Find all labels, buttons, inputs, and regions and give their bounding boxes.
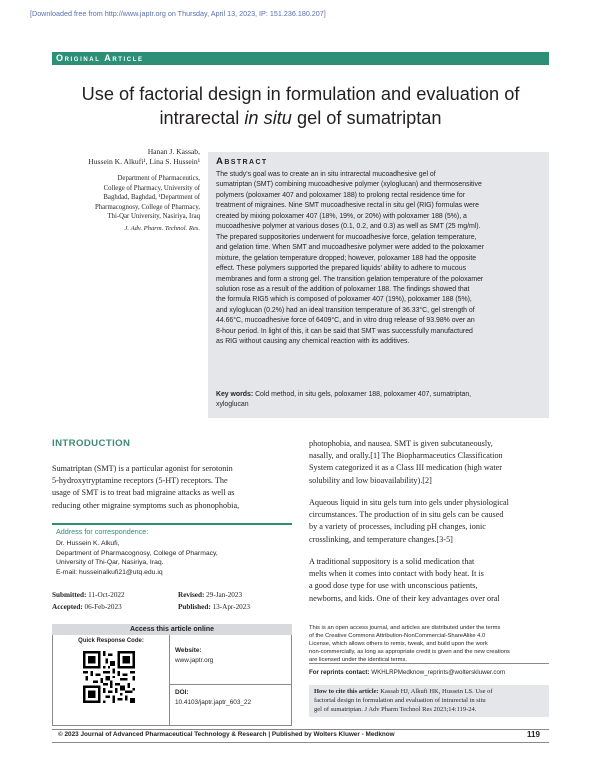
website-link[interactable]: www.japtr.org: [175, 656, 214, 664]
body-line: System categorized it as a Class III medication (high water: [309, 463, 503, 473]
affiliation-line: Department of Pharmaceutics,: [117, 175, 200, 182]
citation-line-1: [314, 687, 546, 696]
abstract-line: the formula RIG5 which is composed of poloxamer 407 (19%), poloxamer 188 (5%),: [216, 296, 472, 304]
body-line: 5-hydroxytryptamine receptors (5-HT) receptors. The: [52, 476, 228, 486]
page-number: 119: [527, 730, 540, 739]
correspondence-line: University of Thi-Qar, Nasiriya, Iraq.: [56, 559, 164, 567]
abstract-line: mixture, the gelation temperature dropped; however, poloxamer 188 had the opposite: [216, 254, 477, 262]
abstract-line: created by mixing poloxamer 407 (18%, 19%, or 20%) with poloxamer 188 (5%), a: [216, 212, 467, 220]
citation-line: gel of sumatriptan. J Adv Pharm Technol Res 2023;14:119-24.: [314, 706, 477, 714]
accepted-date: [52, 603, 122, 611]
submitted-date: [52, 591, 125, 599]
affiliation: [52, 174, 200, 222]
doi-cell: [175, 688, 251, 707]
reprints-label: For reprints contact:: [309, 669, 370, 676]
license-divider: [309, 663, 549, 664]
article-type-banner: [52, 52, 549, 65]
introduction-paragraph-4: [309, 556, 549, 605]
doi-link[interactable]: 10.4103/japtr.japtr_603_22: [175, 698, 252, 706]
abstract-heading: Abstract: [216, 156, 268, 167]
footer-divider-bottom: [52, 742, 549, 743]
abstract-line: sumatriptan (SMT) combining mucoadhesive polymer (xyloglucan) and thermosensitive: [216, 181, 482, 189]
abstract-line: treatment of migraines. Nine SMT mucoadhesive rectal in situ gel (RIG) formulas were: [216, 202, 479, 210]
doi-label: DOI:: [175, 689, 189, 696]
published-value: 13-Apr-2023: [212, 603, 250, 611]
introduction-heading: INTRODUCTION: [52, 438, 131, 449]
keywords-line-2: xyloglucan: [216, 401, 249, 409]
license-line: are licensed under the identical terms.: [309, 657, 407, 664]
keywords-label: Key words:: [216, 391, 254, 398]
citation-line: factorial design in formulation and evaluation of intrarectal in situ: [314, 697, 486, 705]
abstract-line: and gelation time. When SMT and mucoadhesive polymer were added to the poloxamer: [216, 244, 484, 252]
title-italic: in situ: [244, 108, 292, 128]
abstract-line: The prepared suppositories underwent for mucoadhesive force, gelation temperature,: [216, 233, 477, 241]
abstract-line: solution rose as a result of the addition of poloxamer 188. The findings showed that: [216, 285, 470, 293]
abstract-line: The study's goal was to create an in situ intrarectal mucoadhesive gel of: [216, 171, 436, 178]
keywords: [216, 390, 543, 411]
article-type-label: Original Article: [56, 53, 144, 63]
body-line: A traditional suppository is a solid medication that: [309, 557, 475, 566]
website-cell: [175, 646, 213, 665]
abstract-line: 44.66°C, mucoadhesive force of 6409°C, and in vitro drug release of 93.98% over an: [216, 317, 475, 325]
body-line: solubility and low bioavailability).[2]: [309, 475, 432, 485]
body-line: photophobia, and nausea. SMT is given subcutaneously,: [309, 439, 493, 448]
license-line: This is an open access journal, and articles are distributed under the terms: [309, 625, 501, 631]
citation-line: Kassab HJ, Alkufi HK, Hussein LS. Use of: [378, 688, 493, 695]
journal-abbreviation: J. Adv. Pharm. Technol. Res.: [124, 225, 200, 232]
correspondence-email[interactable]: E-mail: husseinalkufi21@utq.edu.iq: [56, 568, 163, 576]
body-line: melts when it comes into contact with body heat. It is: [309, 569, 484, 579]
body-line: nasally, and orally.[1] The Biopharmaceutics Classification: [309, 451, 503, 461]
download-note: [Downloaded free from http://www.japtr.org on Thursday, April 13, 2023, IP: 151.236.180.207]: [30, 9, 326, 18]
qr-code-icon[interactable]: [83, 651, 135, 703]
correspondence-line: Department of Pharmacognosy, College of Pharmacy,: [56, 549, 218, 557]
correspondence-label: Address for correspondence:: [56, 527, 149, 536]
license-line: non-commercially, as long as appropriate credit is given and the new creations: [309, 649, 510, 656]
body-line: Sumatriptan (SMT) is a particular agonist for serotonin: [52, 464, 233, 473]
introduction-paragraph-3: [309, 497, 549, 546]
affiliation-line: College of Pharmacy, University of: [103, 184, 200, 192]
keywords-text: Cold method, in situ gels, poloxamer 188, poloxamer 407, sumatriptan,: [255, 391, 472, 398]
accepted-label: Accepted:: [52, 603, 83, 611]
revised-date: [178, 591, 242, 599]
citation-label: How to cite this article:: [314, 688, 379, 695]
body-line: reducing other migraine symptoms such as phonophobia,: [52, 500, 240, 510]
affiliation-line: Baghdad, Baghdad, ¹Department of: [103, 194, 200, 202]
affiliation-line: Pharmacognosy, College of Pharmacy,: [94, 203, 200, 211]
body-line: usage of SMT is to treat bad migraine attacks as well as: [52, 488, 235, 498]
abstract-line: polymers (poloxamer 407 and poloxamer 188) to prolong rectal residence time for: [216, 191, 465, 199]
body-line: newborns, and kids. One of their key advantages over oral: [309, 593, 500, 603]
body-line: by a variety of processes, including pH changes, ionic: [309, 522, 486, 532]
abstract-line: mucoadhesive polymer at various doses (0.1, 0.2, and 0.3) as well as SMT (25 mg/ml).: [216, 223, 481, 231]
abstract-line: and xyloglucan (0.2%) had an ideal transition temperature of 36.33°C, gel strength of: [216, 306, 475, 314]
author-line-1: Hanan J. Kassab,: [147, 147, 200, 156]
access-cell-divider: [170, 684, 292, 685]
footer-divider-top: [52, 729, 549, 730]
license-line: License, which allows others to remix, tweak, and build upon the work: [309, 641, 488, 648]
footer-copyright: © 2023 Journal of Advanced Pharmaceutical Technology & Research | Published by Wolters Kluwer - Medknow: [58, 731, 395, 738]
abstract-line: 8-hour period. In light of this, it can be said that SMT was successfully manufactured: [216, 327, 473, 335]
title-part2: gel of sumatriptan: [291, 108, 442, 128]
license-notice: [309, 624, 549, 664]
correspondence-address: [56, 539, 218, 577]
affiliation-line: Thi-Qar University, Nasiriya, Iraq: [107, 213, 200, 221]
published-label: Published:: [178, 603, 211, 611]
website-label: Website:: [175, 647, 202, 654]
submitted-label: Submitted:: [52, 591, 87, 599]
abstract-line: effect. These polymers supported the prepared liquids' ability to adhere to mucous: [216, 265, 467, 273]
author-list: [52, 147, 200, 168]
revised-value: 29-Jan-2023: [206, 591, 243, 599]
body-line: crosslinking, and temperature changes.[3-5]: [309, 534, 453, 544]
body-line: a good dose type for use with unconscious patients,: [309, 581, 478, 591]
abstract-body: [216, 170, 543, 348]
introduction-paragraph-2: [309, 438, 549, 487]
published-date: [178, 603, 250, 611]
access-online-heading: Access this article online: [52, 624, 292, 635]
correspondence-line: Dr. Hussein K. Alkufi,: [56, 540, 120, 547]
submitted-value: 11-Oct-2022: [88, 591, 125, 599]
abstract-line: membranes and form a strong gel. The transition gelation temperature of the poloxamer: [216, 275, 484, 283]
reprints-email[interactable]: WKHLRPMedknow_reprints@wolterskluwer.com: [371, 669, 506, 676]
article-title: [52, 82, 549, 130]
author-line-2: Hussein K. Alkufi¹, Lina S. Hussein¹: [88, 157, 200, 167]
introduction-paragraph-1: [52, 463, 292, 512]
qr-code-label: Quick Response Code:: [78, 638, 144, 644]
accepted-value: 06-Feb-2023: [84, 603, 122, 611]
title-part1: Use of factorial design in formulation and evaluation of intrarectal: [81, 84, 520, 128]
body-line: circumstances. The production of in situ gels can be caused: [309, 510, 504, 520]
body-line: Aqueous liquid in situ gels turn into gels under physiological: [309, 498, 509, 507]
abstract-line: as RIG without causing any chemical reaction with its additives.: [216, 338, 410, 346]
license-line: of the Creative Commons Attribution-NonCommercial-ShareAlike 4.0: [309, 633, 486, 640]
reprints-contact: [309, 669, 505, 676]
keywords-line-1: [216, 390, 543, 400]
revised-label: Revised:: [178, 591, 205, 599]
citation-text: [314, 687, 546, 715]
